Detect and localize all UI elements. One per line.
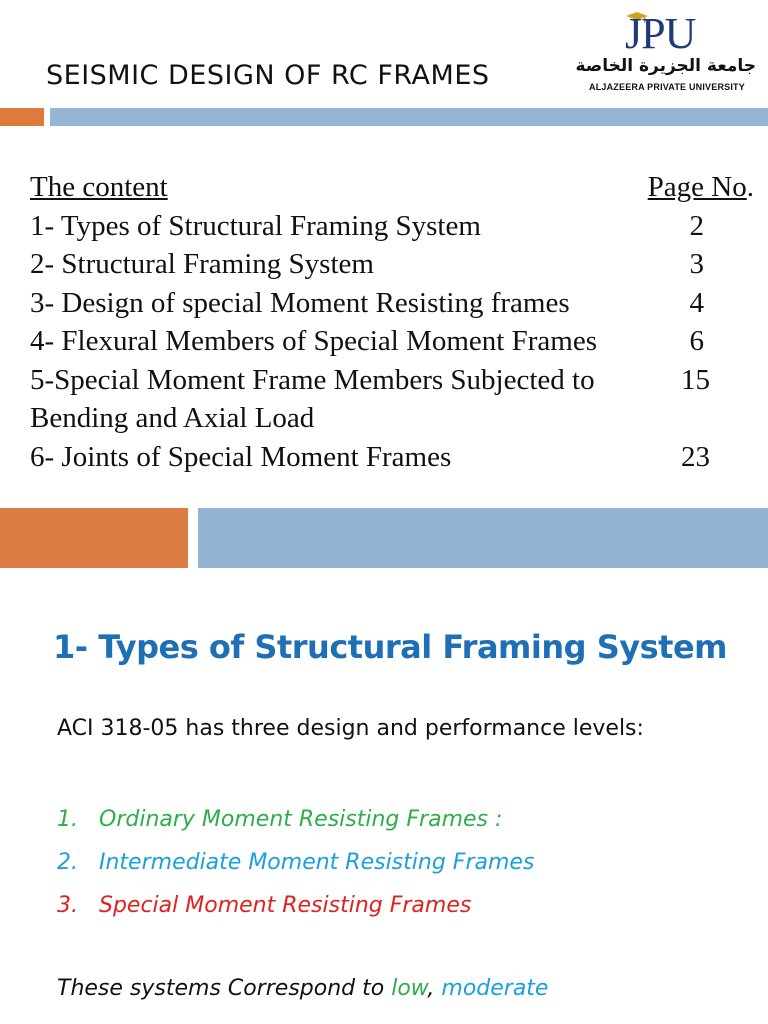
toc-row [30, 322, 760, 361]
toc-row-label: 5-Special Moment Frame Members Subjected to [30, 363, 595, 396]
slide-header-title: SEISMIC DESIGN OF RC FRAMES [46, 60, 490, 91]
toc-row-label: 3- Design of special Moment Resisting frames [30, 286, 570, 319]
toc-row [30, 361, 760, 438]
toc-row-label: 4- Flexural Members of Special Moment Frames [30, 325, 597, 357]
slide-framing-system-types [0, 568, 768, 1024]
footer-moderate: moderate [441, 976, 549, 1001]
footer-low: low [391, 976, 428, 1001]
toc-heading-content: The content [30, 171, 168, 203]
header-accent-bar-orange [0, 108, 44, 126]
slide-intro-text: ACI 318-05 has three design and performance levels: [57, 716, 644, 741]
toc-row-page: 23 [681, 440, 710, 473]
list-item-number: 2. [57, 850, 78, 875]
framing-levels-list [57, 798, 534, 927]
toc-row [30, 284, 760, 323]
slide-table-of-contents [0, 0, 768, 492]
toc-heading-page-no: Page No. [647, 171, 754, 203]
toc-header-row [30, 168, 760, 207]
list-item-number: 3. [57, 893, 78, 918]
footer-comma: , [427, 976, 442, 1001]
list-item [57, 884, 534, 927]
toc-row-page: 4 [689, 286, 704, 319]
slide-footer-text [57, 970, 548, 1008]
list-item [57, 798, 534, 841]
toc-row [30, 438, 760, 477]
toc-row-label: 2- Structural Framing System [30, 248, 374, 280]
slide-title: 1- Types of Structural Framing System [53, 628, 727, 666]
toc-row [30, 245, 760, 284]
toc-row [30, 207, 760, 246]
toc-row-label: 1- Types of Structural Framing System [30, 209, 481, 242]
slide-divider-orange [0, 508, 188, 568]
footer-prefix: These systems Correspond to [57, 976, 392, 1001]
list-item-text: Special Moment Resisting Frames [99, 893, 472, 918]
header-accent-bar-blue [50, 108, 768, 126]
table-of-contents [30, 168, 760, 476]
toc-row-label-continued: Bending and Axial Load [30, 402, 315, 434]
list-item [57, 841, 534, 884]
slide-divider-blue [198, 508, 768, 568]
logo-english-name: ALJAZEERA PRIVATE UNIVERSITY [589, 82, 745, 92]
toc-row-label: 6- Joints of Special Moment Frames [30, 440, 452, 473]
logo-brand-text: JPU [625, 9, 696, 58]
toc-row-page: 15 [681, 363, 710, 396]
list-item-text: Ordinary Moment Resisting Frames : [99, 807, 503, 832]
toc-row-page: 6 [689, 325, 704, 357]
university-logo [575, 8, 760, 96]
toc-row-page: 3 [689, 248, 704, 280]
list-item-number: 1. [57, 807, 78, 832]
logo-arabic-name: جامعة الجزيرة الخاصة [575, 56, 756, 76]
toc-row-page: 2 [689, 209, 704, 242]
list-item-text: Intermediate Moment Resisting Frames [99, 850, 535, 875]
